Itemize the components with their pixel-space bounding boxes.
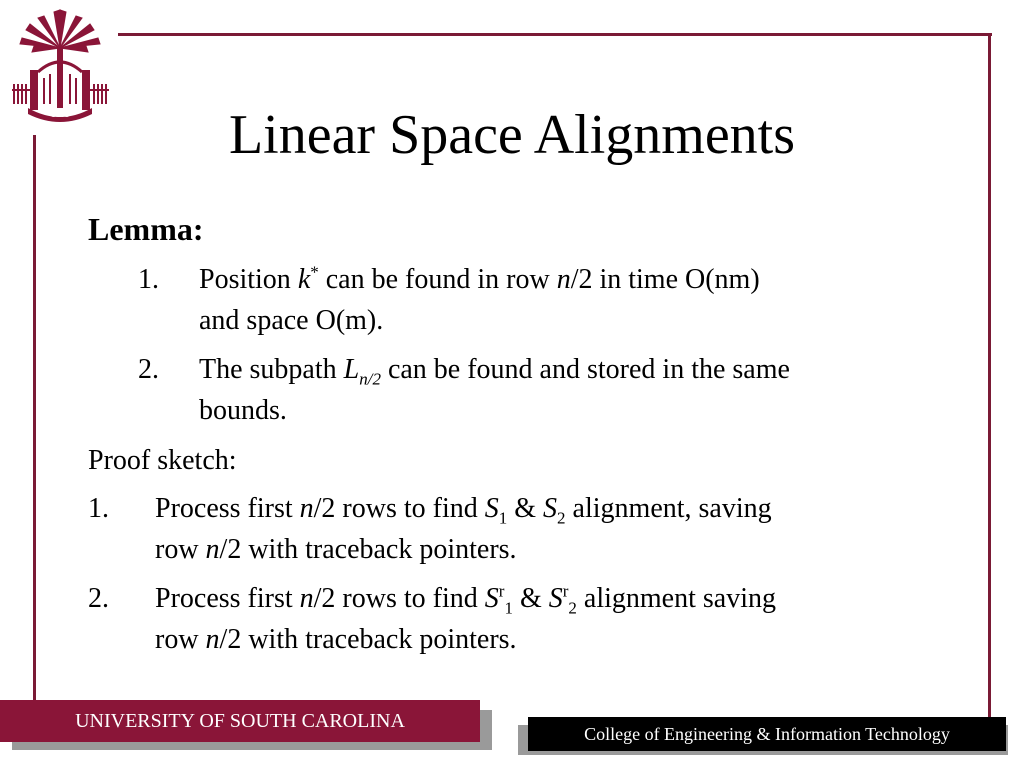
proof-item-2-line-1: Process first n/2 rows to find $S^r_1$ & $S^r_2$ alignment saving — [155, 581, 776, 618]
lemma-item-2-line-1: The subpath $L_{n/2}$ can be found and stored in the same — [199, 354, 790, 389]
lemma-heading: Lemma: — [88, 211, 204, 247]
lemma-item-2-number: 2. — [138, 354, 159, 385]
lemma-item-1-line-2: and space O(m). — [199, 305, 384, 336]
slide-title: Linear Space Alignments — [228, 104, 796, 166]
proof-heading: Proof sketch: — [88, 445, 237, 476]
proof-item-1-number: 1. — [88, 493, 109, 524]
footer-university-banner: UNIVERSITY OF SOUTH CAROLINA — [0, 700, 480, 742]
proof-item-1-line-1: Process first n/2 rows to find $S_1$ & $S_2$ alignment, saving — [155, 493, 772, 528]
lemma-item-1-line-1: Position k* can be found in row n/2 in time O(nm) — [199, 262, 760, 295]
lemma-item-1-number: 1. — [138, 264, 159, 295]
svg-text:1801: 1801 — [51, 109, 69, 119]
proof-item-1-line-2: row n/2 with traceback pointers. — [155, 534, 517, 565]
footer-college-banner: College of Engineering & Information Technology — [528, 717, 1006, 751]
lemma-item-2-line-2: bounds. — [199, 395, 287, 426]
proof-item-2-line-2: row n/2 with traceback pointers. — [155, 624, 517, 655]
proof-item-2-number: 2. — [88, 583, 109, 614]
